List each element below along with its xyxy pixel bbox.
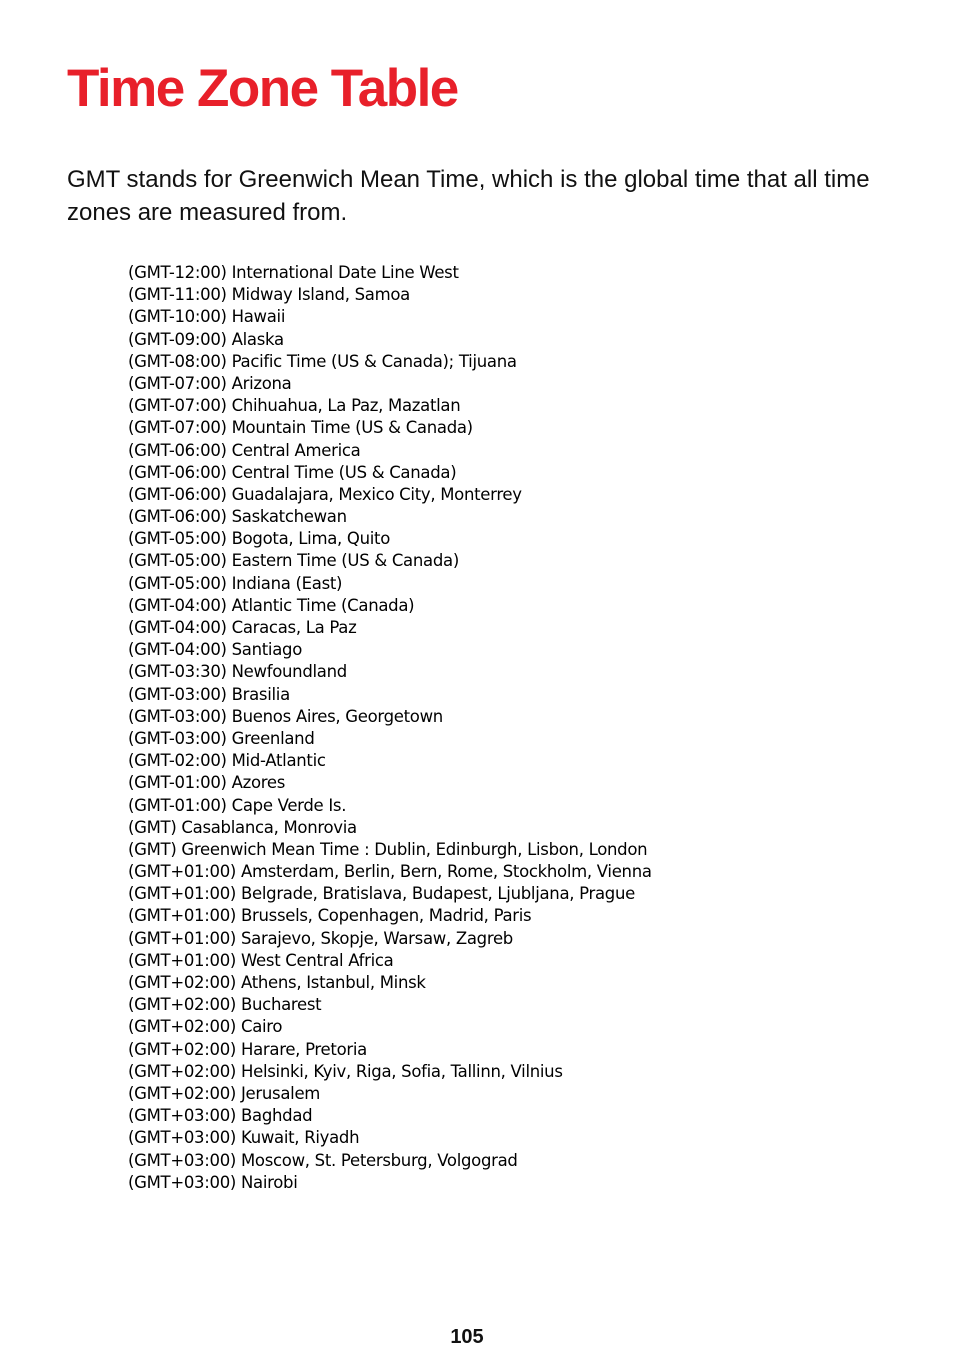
time-zone-item: (GMT+01:00) West Central Africa (128, 950, 394, 970)
time-zone-item: (GMT+03:00) Moscow, St. Petersburg, Volgograd (128, 1150, 518, 1170)
time-zone-item: (GMT-06:00) Central Time (US & Canada) (128, 462, 457, 482)
time-zone-item: (GMT-04:00) Atlantic Time (Canada) (128, 595, 415, 615)
time-zone-item: (GMT) Casablanca, Monrovia (128, 817, 357, 837)
time-zone-item: (GMT+03:00) Nairobi (128, 1172, 298, 1192)
time-zone-item: (GMT+03:00) Kuwait, Riyadh (128, 1128, 360, 1148)
time-zone-item: (GMT-01:00) Azores (128, 773, 286, 793)
time-zone-item: (GMT-03:00) Greenland (128, 728, 315, 748)
time-zone-item: (GMT-07:00) Mountain Time (US & Canada) (128, 418, 473, 438)
time-zone-item: (GMT-09:00) Alaska (128, 329, 284, 349)
intro-paragraph: GMT stands for Greenwich Mean Time, which is the global time that all time zones are measured from. (67, 166, 870, 226)
page-number: 105 (450, 1326, 484, 1348)
time-zone-item: (GMT-11:00) Midway Island, Samoa (128, 285, 410, 305)
time-zone-item: (GMT+02:00) Bucharest (128, 995, 322, 1015)
time-zone-item: (GMT-02:00) Mid-Atlantic (128, 751, 326, 771)
time-zone-item: (GMT-12:00) International Date Line West (128, 263, 459, 282)
time-zone-item: (GMT+01:00) Brussels, Copenhagen, Madrid, Paris (128, 906, 532, 926)
page-title: Time Zone Table (67, 59, 458, 118)
time-zone-item: (GMT-07:00) Chihuahua, La Paz, Mazatlan (128, 396, 461, 416)
time-zone-item: (GMT) Greenwich Mean Time : Dublin, Edinburgh, Lisbon, London (128, 839, 648, 859)
time-zone-item: (GMT+02:00) Cairo (128, 1017, 283, 1037)
time-zone-item: (GMT-10:00) Hawaii (128, 307, 286, 327)
time-zone-item: (GMT-05:00) Indiana (East) (128, 573, 343, 593)
time-zone-item: (GMT-06:00) Saskatchewan (128, 507, 347, 527)
time-zone-item: (GMT-06:00) Central America (128, 440, 361, 460)
time-zone-item: (GMT-03:00) Buenos Aires, Georgetown (128, 706, 443, 726)
time-zone-item: (GMT+01:00) Amsterdam, Berlin, Bern, Rome, Stockholm, Vienna (128, 862, 652, 882)
time-zone-item: (GMT-06:00) Guadalajara, Mexico City, Monterrey (128, 484, 522, 504)
time-zone-item: (GMT+02:00) Athens, Istanbul, Minsk (128, 973, 426, 992)
time-zone-item: (GMT-05:00) Bogota, Lima, Quito (128, 529, 391, 549)
time-zone-item: (GMT-07:00) Arizona (128, 373, 292, 393)
time-zone-list (128, 262, 652, 1194)
time-zone-item: (GMT-04:00) Santiago (128, 640, 302, 660)
time-zone-item: (GMT-03:00) Brasilia (128, 684, 290, 704)
time-zone-item: (GMT-08:00) Pacific Time (US & Canada); Tijuana (128, 351, 517, 371)
time-zone-item: (GMT+02:00) Harare, Pretoria (128, 1039, 367, 1059)
time-zone-item: (GMT-05:00) Eastern Time (US & Canada) (128, 551, 459, 571)
time-zone-item: (GMT-04:00) Caracas, La Paz (128, 618, 357, 637)
time-zone-item: (GMT-01:00) Cape Verde Is. (128, 795, 347, 815)
time-zone-item: (GMT+03:00) Baghdad (128, 1106, 313, 1126)
time-zone-item: (GMT-03:30) Newfoundland (128, 662, 347, 682)
time-zone-item: (GMT+02:00) Helsinki, Kyiv, Riga, Sofia, Tallinn, Vilnius (128, 1061, 563, 1081)
time-zone-item: (GMT+01:00) Belgrade, Bratislava, Budapest, Ljubljana, Prague (128, 884, 635, 904)
time-zone-item: (GMT+02:00) Jerusalem (128, 1083, 321, 1103)
time-zone-item: (GMT+01:00) Sarajevo, Skopje, Warsaw, Zagreb (128, 928, 513, 948)
